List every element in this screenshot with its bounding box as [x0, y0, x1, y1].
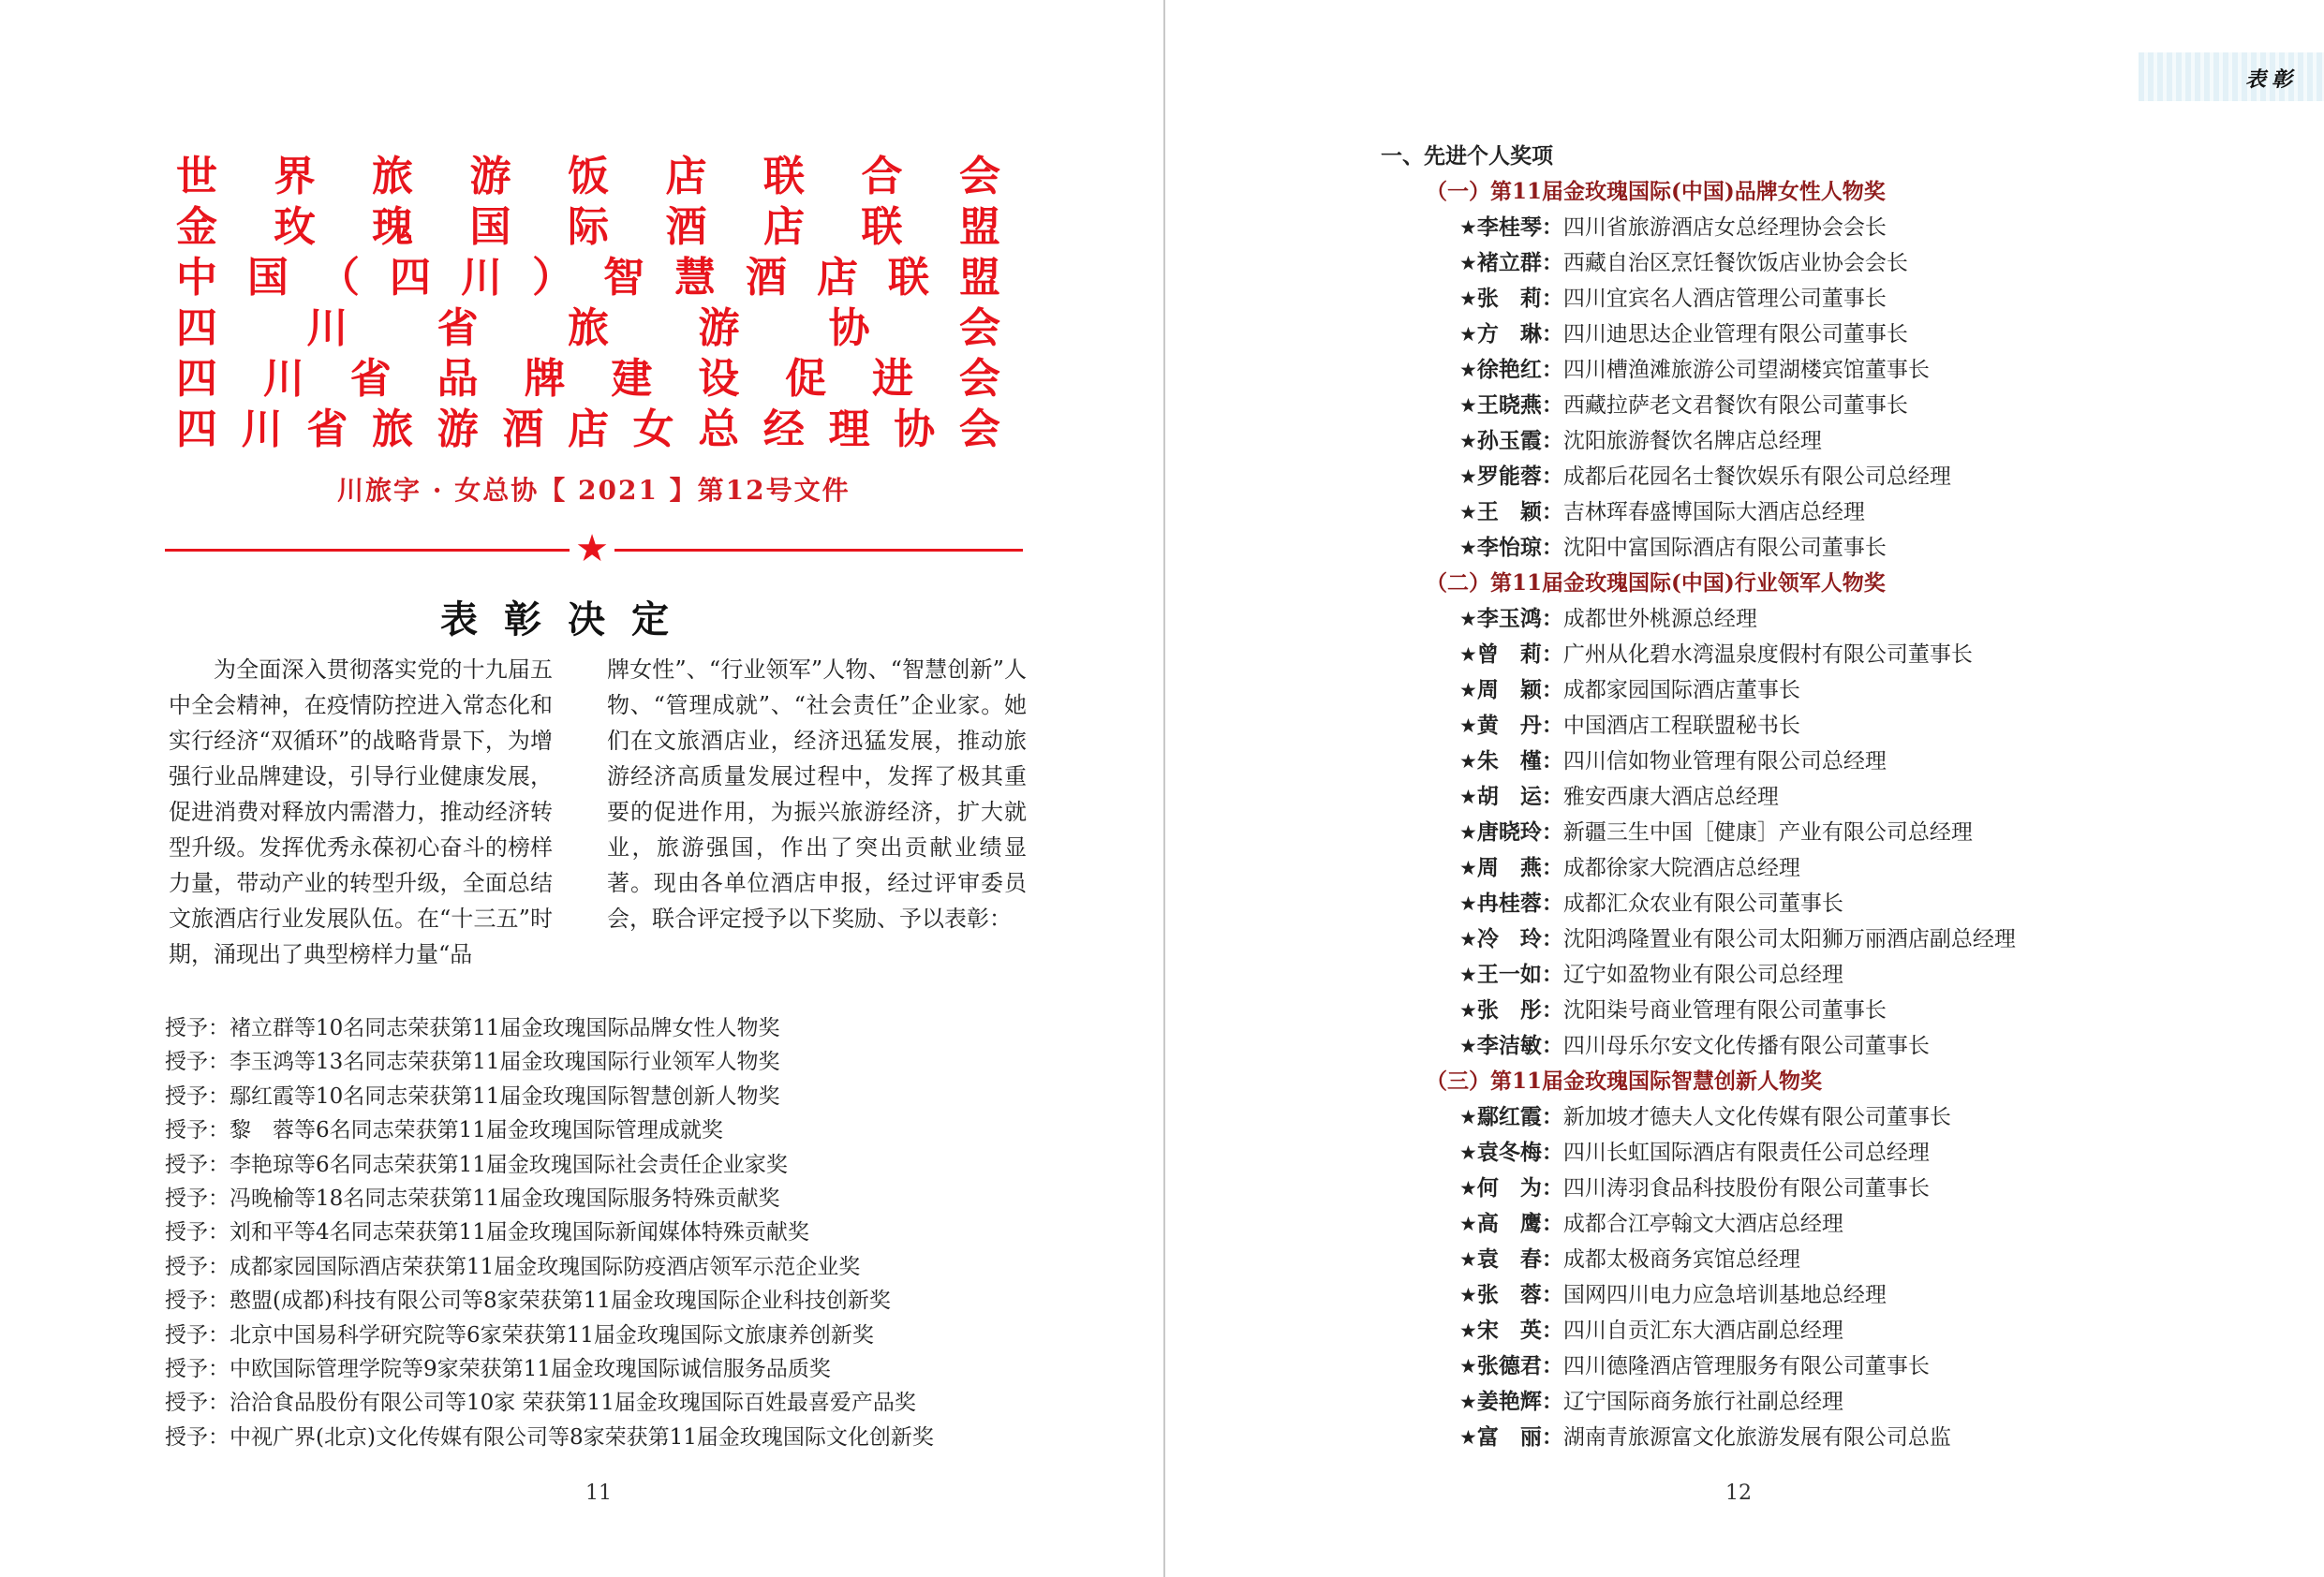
recipient-name: 方 琳：	[1476, 321, 1563, 346]
organization-char: 饭	[568, 153, 609, 200]
star-icon: ★	[1459, 252, 1477, 274]
recipient-entry	[1426, 210, 2269, 245]
award-line: 授予：成都家园国际酒店荣获第11届金玫瑰国际防疫酒店领军示范企业奖	[165, 1254, 861, 1279]
recipient-organization: 成都太极商务宾馆总经理	[1562, 1247, 1800, 1272]
organization-char: 省	[306, 405, 348, 453]
recipient-entry	[1426, 744, 2269, 779]
star-icon: ★	[1459, 786, 1477, 808]
award-line: 授予：刘和平等4名同志荣获第11届金玫瑰国际新闻媒体特殊贡献奖	[165, 1220, 809, 1245]
star-icon: ★	[1459, 430, 1477, 452]
organization-char: 酒	[746, 254, 787, 302]
organization-char: 理	[828, 405, 870, 453]
recipient-organization: 国网四川电力应急培训基地总经理	[1562, 1283, 1887, 1307]
organization-line	[176, 152, 1000, 202]
organization-char: 国	[469, 203, 511, 251]
organization-char: 会	[958, 405, 1000, 453]
star-icon: ★	[1459, 857, 1477, 879]
recipient-entry	[1426, 815, 2269, 850]
award-line: 授予：李玉鸿等13名同志荣获第11届金玫瑰国际行业领军人物奖	[165, 1050, 780, 1075]
recipient-organization: 辽宁如盈物业有限公司总经理	[1562, 963, 1843, 987]
organization-char: 旅	[371, 405, 413, 453]
page-number: 12	[1725, 1481, 1752, 1505]
recipient-entry	[1426, 352, 2269, 388]
recipient-entry	[1426, 1242, 2269, 1277]
recipient-entry	[1426, 1206, 2269, 1242]
organization-char: 游	[469, 153, 511, 200]
award-line: 授予：洽洽食品股份有限公司等10家 荣获第11届金玫瑰国际百姓最喜爱产品奖	[165, 1391, 916, 1416]
recipient-name: 高 鹰：	[1476, 1211, 1563, 1236]
star-icon: ★	[1459, 1106, 1477, 1128]
page-number: 11	[585, 1481, 612, 1505]
recipient-entry	[1426, 245, 2269, 281]
organization-char: 旅	[567, 304, 609, 352]
body-text-column-1: 为全面深入贯彻落实党的十九届五中全会精神，在疫情防控进入常态化和实行经济“双循环”的战略背景下，为增强行业品牌建设，引导行业健康发展，促进消费对释放内需潜力，推动经济转型升级。发挥优秀永葆初心奋斗的榜样力量，带动产业的转型升级，全面总结文旅酒店行业发展队伍。在“十三五”时期，涌现出了典型榜样力量“品	[169, 656, 553, 967]
recipient-organization: 成都世外桃源总经理	[1562, 607, 1757, 631]
section-heading: 一、先进个人奖项	[1381, 143, 1553, 169]
organization-line	[176, 354, 1000, 405]
organization-char: 四	[390, 254, 431, 302]
award-category-title: （三）第11届金玫瑰国际智慧创新人物奖	[1426, 1069, 1823, 1094]
organization-char: 店	[763, 203, 805, 251]
star-icon: ★	[1459, 1355, 1477, 1378]
recipient-entry	[1426, 1028, 2269, 1064]
star-icon: ★	[575, 527, 609, 570]
recipient-name: 周 燕：	[1476, 855, 1563, 880]
recipient-entry	[1426, 1384, 2269, 1420]
organization-char: 协	[894, 405, 936, 453]
award-line: 授予：冯晚榆等18名同志荣获第11届金玫瑰国际服务特殊贡献奖	[165, 1186, 780, 1211]
organization-char: 会	[958, 304, 1000, 352]
recipient-organization: 成都合江亭翰文大酒店总经理	[1562, 1212, 1843, 1236]
recipient-organization: 沈阳柒号商业管理有限公司董事长	[1562, 998, 1887, 1023]
recipient-organization: 成都徐家大院酒店总经理	[1562, 856, 1800, 880]
recipient-organization: 四川德隆酒店管理服务有限公司董事长	[1562, 1354, 1930, 1378]
star-icon: ★	[1459, 1142, 1477, 1164]
recipient-entry	[1426, 1420, 2269, 1455]
recipient-name: 张 莉：	[1476, 286, 1563, 311]
organization-char: 联	[888, 254, 929, 302]
recipient-organization: 四川省旅游酒店女总经理协会会长	[1562, 215, 1887, 240]
recipient-entry	[1426, 921, 2269, 957]
recipient-organization: 四川宜宾名人酒店管理公司董事长	[1562, 287, 1887, 311]
recipient-organization: 雅安西康大酒店总经理	[1562, 785, 1779, 809]
recipient-name: 孙玉霞：	[1476, 428, 1563, 453]
award-line: 授予：鄢红霞等10名同志荣获第11届金玫瑰国际智慧创新人物奖	[165, 1083, 780, 1109]
award-line: 授予：褚立群等10名同志荣获第11届金玫瑰国际品牌女性人物奖	[165, 1016, 780, 1040]
star-icon: ★	[1459, 1426, 1477, 1449]
organization-line	[176, 303, 1000, 354]
star-icon: ★	[1459, 1177, 1477, 1200]
recipient-organization: 辽宁国际商务旅行社副总经理	[1562, 1390, 1843, 1414]
recipient-name: 王 颖：	[1476, 499, 1563, 524]
star-icon: ★	[1459, 892, 1477, 915]
recipient-organization: 沈阳旅游餐饮名牌店总经理	[1562, 429, 1822, 453]
recipient-name: 宋 英：	[1476, 1318, 1563, 1343]
award-category-title: （二）第11届金玫瑰国际(中国)行业领军人物奖	[1426, 570, 1886, 596]
award-line: 授予：黎 蓉等6名同志荣获第11届金玫瑰国际管理成就奖	[165, 1118, 723, 1143]
organization-char: （	[318, 254, 360, 302]
recipient-entry	[1426, 957, 2269, 993]
star-icon: ★	[1459, 1284, 1477, 1306]
recipient-entry	[1426, 637, 2269, 672]
organization-char: 智	[603, 254, 644, 302]
recipient-name: 何 为：	[1476, 1175, 1563, 1201]
award-category-title: （一）第11届金玫瑰国际(中国)品牌女性人物奖	[1426, 179, 1886, 204]
recipient-name: 李桂琴：	[1476, 214, 1563, 240]
recipient-entry	[1426, 1171, 2269, 1206]
star-icon: ★	[1459, 608, 1477, 630]
organization-char: 金	[176, 203, 217, 251]
recipient-organization: 吉林珲春盛博国际大酒店总经理	[1562, 500, 1865, 524]
star-icon: ★	[1459, 465, 1477, 488]
recipient-name: 周 颖：	[1476, 677, 1563, 702]
organization-char: 协	[828, 304, 870, 352]
recipient-name: 王一如：	[1476, 962, 1563, 987]
organization-line	[176, 405, 1000, 455]
recipient-name: 李玉鸿：	[1476, 606, 1563, 631]
recipient-name: 徐艳红：	[1476, 357, 1563, 382]
organization-char: 盟	[959, 203, 1000, 251]
recipient-entry	[1426, 993, 2269, 1028]
recipient-name: 姜艳辉：	[1476, 1389, 1563, 1414]
organization-char: 瑰	[372, 203, 413, 251]
recipient-name: 黄 丹：	[1476, 713, 1563, 738]
recipient-organization: 西藏拉萨老文君餐饮有限公司董事长	[1562, 393, 1908, 418]
recipient-entry	[1426, 708, 2269, 744]
organization-char: 省	[349, 355, 392, 403]
recipient-organization: 四川长虹国际酒店有限责任公司总经理	[1562, 1141, 1930, 1165]
star-icon: ★	[1459, 679, 1477, 701]
recipient-organization: 湖南青旅源富文化旅游发展有限公司总监	[1562, 1425, 1951, 1450]
right-page	[1163, 0, 2324, 1577]
recipient-entry	[1426, 601, 2269, 637]
organization-char: ）	[532, 254, 573, 302]
recipient-name: 冉桂蓉：	[1476, 891, 1563, 916]
organization-char: 四	[176, 355, 217, 403]
organization-char: 玫	[274, 203, 316, 251]
organization-line	[176, 253, 1000, 303]
recipient-entry	[1426, 850, 2269, 886]
recipient-organization: 四川母乐尔安文化传播有限公司董事长	[1562, 1034, 1930, 1058]
award-line: 授予：李艳琼等6名同志荣获第11届金玫瑰国际社会责任企业家奖	[165, 1152, 788, 1177]
star-icon: ★	[1459, 359, 1477, 381]
star-icon: ★	[1459, 1391, 1477, 1413]
organization-char: 川	[262, 355, 304, 403]
recipient-name: 胡 运：	[1476, 784, 1563, 809]
organization-char: 经	[762, 405, 805, 453]
award-line: 授予：中欧国际管理学院等9家荣获第11届金玫瑰国际诚信服务品质奖	[165, 1356, 831, 1381]
recipient-name: 褚立群：	[1476, 250, 1563, 275]
award-line: 授予：中视广界(北京)文化传媒有限公司等8家荣获第11届金玫瑰国际文化创新奖	[165, 1424, 934, 1450]
recipient-entry	[1426, 281, 2269, 317]
recipient-entry	[1426, 779, 2269, 815]
star-icon: ★	[1459, 1035, 1477, 1057]
organization-char: 川	[306, 304, 348, 352]
recipient-organization: 新疆三生中国［健康］产业有限公司总经理	[1562, 820, 1973, 845]
recipient-organization: 四川涛羽食品科技股份有限公司董事长	[1562, 1176, 1930, 1201]
section-tab-label: 表彰	[2244, 67, 2298, 92]
recipient-name: 张德君：	[1476, 1353, 1563, 1378]
organization-char: 国	[247, 254, 289, 302]
organization-char: 总	[698, 405, 740, 453]
organization-char: 联	[763, 153, 805, 200]
award-line: 授予：憨盟(成都)科技有限公司等8家荣获第11届金玫瑰国际企业科技创新奖	[165, 1289, 891, 1314]
recipient-organization: 沈阳中富国际酒店有限公司董事长	[1562, 536, 1887, 560]
organization-char: 中	[176, 254, 217, 302]
recipient-name: 李洁敏：	[1476, 1033, 1563, 1058]
organization-line	[176, 202, 1000, 253]
recipient-entry	[1426, 886, 2269, 921]
organization-char: 店	[665, 153, 707, 200]
organization-char: 游	[437, 405, 479, 453]
recipient-entry	[1426, 672, 2269, 708]
star-icon: ★	[1459, 394, 1477, 417]
recipient-organization: 西藏自治区烹饪餐饮饭店业协会会长	[1562, 251, 1908, 275]
organization-char: 酒	[665, 203, 707, 251]
star-icon: ★	[1459, 501, 1477, 523]
recipient-name: 罗能蓉：	[1476, 464, 1563, 489]
recipient-entry	[1426, 494, 2269, 530]
organization-char: 会	[958, 355, 1000, 403]
awards-list	[165, 1011, 1008, 1454]
recipient-name: 李怡琼：	[1476, 535, 1563, 560]
recipient-name: 袁冬梅：	[1476, 1140, 1563, 1165]
organization-char: 川	[241, 405, 283, 453]
star-icon: ★	[1459, 750, 1477, 773]
organization-char: 牌	[524, 355, 566, 403]
star-icon: ★	[1459, 287, 1477, 310]
recipient-organization: 四川槽渔滩旅游公司望湖楼宾馆董事长	[1562, 358, 1930, 382]
recipient-entry	[1426, 1099, 2269, 1135]
recipient-entry	[1426, 530, 2269, 566]
recipient-name: 王晓燕：	[1476, 392, 1563, 418]
star-icon: ★	[1459, 323, 1477, 346]
organization-char: 进	[872, 355, 913, 403]
recipient-organization: 成都后花园名士餐饮娱乐有限公司总经理	[1562, 464, 1951, 489]
organization-char: 会	[959, 153, 1000, 200]
organization-char: 女	[632, 405, 674, 453]
recipient-organization: 四川迪思达企业管理有限公司董事长	[1562, 322, 1908, 346]
recipient-organization: 广州从化碧水湾温泉度假村有限公司董事长	[1562, 642, 1973, 667]
red-rule-right	[614, 549, 1023, 552]
recipient-entry	[1426, 1313, 2269, 1349]
recipient-name: 冷 玲：	[1476, 926, 1563, 951]
body-text-column-2: 牌女性”、“行业领军”人物、“智慧创新”人物、“管理成就”、“社会责任”企业家。她们在文旅酒店业，经济迅猛发展，推动旅游经济高质量发展过程中，发挥了极其重要的促进作用，为振兴旅游经济，扩大就业，旅游强国，作出了突出贡献业绩显著。现由各单位酒店申报，经过评审委员会，联合评定授予以下奖励、予以表彰：	[607, 656, 1027, 932]
award-line: 授予：北京中国易科学研究院等6家荣获第11届金玫瑰国际文旅康养创新奖	[165, 1322, 874, 1348]
organization-char: 酒	[502, 405, 544, 453]
recipient-entry	[1426, 1277, 2269, 1313]
organization-char: 品	[437, 355, 479, 403]
star-icon: ★	[1459, 964, 1477, 986]
recipient-name: 张 彤：	[1476, 997, 1563, 1023]
star-icon: ★	[1459, 1248, 1477, 1271]
recipient-name: 朱 槿：	[1476, 748, 1563, 774]
organization-char: 设	[698, 355, 740, 403]
organization-char: 盟	[959, 254, 1000, 302]
organization-char: 促	[785, 355, 827, 403]
organization-char: 慧	[674, 254, 716, 302]
organization-char: 川	[461, 254, 502, 302]
recipient-name: 张 蓉：	[1476, 1282, 1563, 1307]
recipient-organization: 新加坡才德夫人文化传媒有限公司董事长	[1562, 1105, 1951, 1129]
star-icon: ★	[1459, 999, 1477, 1022]
organization-char: 旅	[372, 153, 413, 200]
organization-char: 游	[698, 304, 740, 352]
decision-title: 表彰决定	[440, 597, 695, 641]
recipient-name: 鄢红霞：	[1476, 1104, 1563, 1129]
organization-char: 世	[176, 153, 217, 200]
star-icon: ★	[1459, 821, 1477, 844]
organization-char: 合	[861, 153, 903, 200]
recipient-organization: 四川信如物业管理有限公司总经理	[1562, 749, 1887, 774]
organization-char: 省	[437, 304, 479, 352]
recipient-entry	[1426, 459, 2269, 494]
recipient-entry	[1426, 1135, 2269, 1171]
recipient-name: 曾 莉：	[1476, 641, 1563, 667]
recipient-entry	[1426, 1349, 2269, 1384]
organization-char: 四	[176, 304, 217, 352]
star-icon: ★	[1459, 1319, 1477, 1342]
star-icon: ★	[1459, 643, 1477, 666]
organization-char: 四	[176, 405, 217, 453]
red-rule-left	[165, 549, 570, 552]
star-icon: ★	[1459, 715, 1477, 737]
recipient-name: 袁 春：	[1476, 1246, 1563, 1272]
document-number: 川旅字 · 女总协【 2021 】第12号文件	[337, 475, 851, 506]
recipient-name: 唐晓玲：	[1476, 819, 1563, 845]
star-icon: ★	[1459, 1213, 1477, 1235]
organization-char: 联	[861, 203, 903, 251]
star-icon: ★	[1459, 928, 1477, 951]
star-icon: ★	[1459, 216, 1477, 239]
recipient-entry	[1426, 388, 2269, 423]
recipient-organization: 中国酒店工程联盟秘书长	[1562, 714, 1800, 738]
star-icon: ★	[1459, 537, 1477, 559]
organization-char: 界	[274, 153, 316, 200]
recipient-organization: 四川自贡汇东大酒店副总经理	[1562, 1319, 1843, 1343]
organization-char: 际	[568, 203, 609, 251]
recipient-organization: 成都汇众农业有限公司董事长	[1562, 892, 1843, 916]
organization-list	[176, 152, 1000, 455]
recipient-entry	[1426, 423, 2269, 459]
recipient-organization: 成都家园国际酒店董事长	[1562, 678, 1800, 702]
recipient-organization: 沈阳鸿隆置业有限公司太阳狮万丽酒店副总经理	[1562, 927, 2016, 951]
award-recipient-list	[1426, 174, 2269, 1455]
recipient-name: 富 丽：	[1476, 1424, 1563, 1450]
recipient-entry	[1426, 317, 2269, 352]
organization-char: 店	[567, 405, 609, 453]
organization-char: 建	[611, 355, 653, 403]
organization-char: 店	[817, 254, 858, 302]
